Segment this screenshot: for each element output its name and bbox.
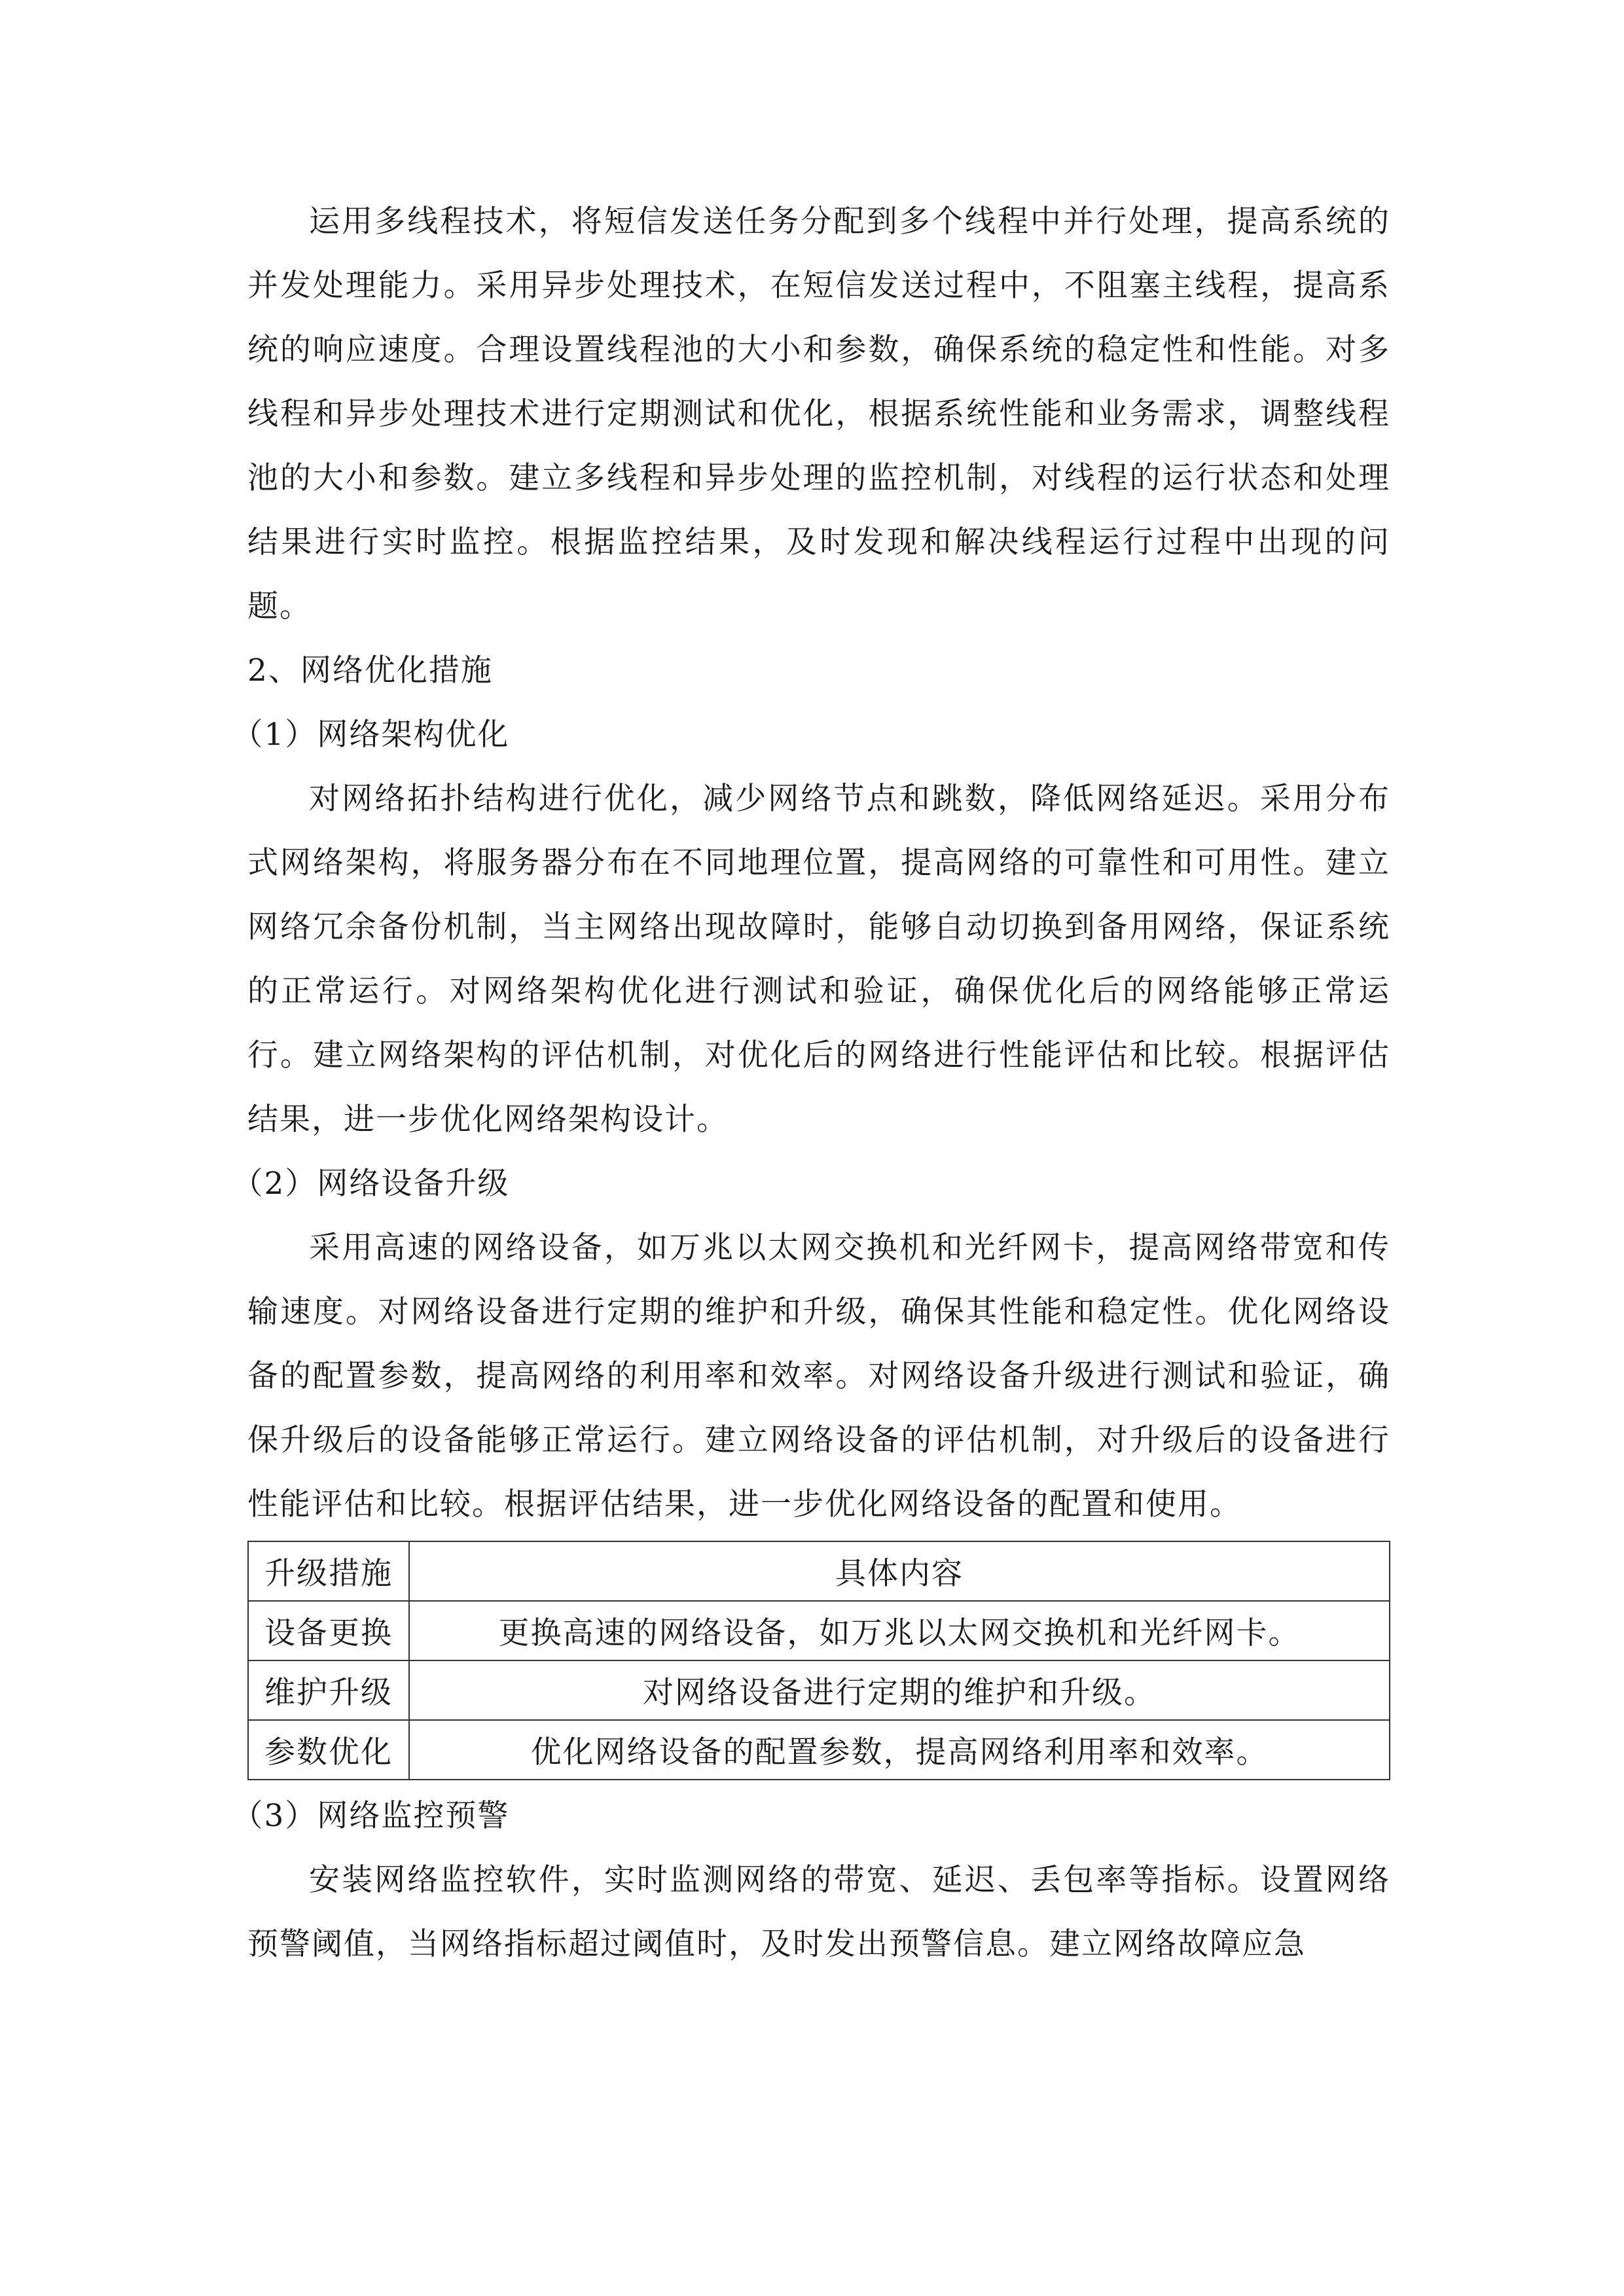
subheading-network-architecture: （1）网络架构优化 — [232, 717, 510, 753]
table-header-content: 具体内容 — [409, 1541, 1390, 1601]
table-cell-content: 对网络设备进行定期的维护和升级。 — [409, 1660, 1390, 1720]
table-cell-measure: 参数优化 — [248, 1720, 409, 1780]
subheading-network-device-upgrade: （2）网络设备升级 — [232, 1166, 510, 1202]
table-header-measure: 升级措施 — [248, 1541, 409, 1601]
table-cell-content: 更换高速的网络设备，如万兆以太网交换机和光纤网卡。 — [409, 1601, 1390, 1660]
table-header-row — [248, 1541, 1390, 1601]
paragraph-network-architecture: 对网络拓扑结构进行优化，减少网络节点和跳数，降低网络延迟。采用分布式网络架构，将服务器分布在不同地理位置，提高网络的可靠性和可用性。建立网络冗余备份机制，当主网络出现故障时，能够自动切换到备用网络，保证系统的正常运行。对网络架构优化进行测试和验证，确保优化后的网络能够正常运行。建立网络架构的评估机制，对优化后的网络进行性能评估和比较。根据评估结果，进一步优化网络架构设计。 — [247, 781, 1390, 1138]
paragraph-multithreading: 运用多线程技术，将短信发送任务分配到多个线程中并行处理，提高系统的并发处理能力。采用异步处理技术，在短信发送过程中，不阻塞主线程，提高系统的响应速度。合理设置线程池的大小和参数，确保系统的稳定性和性能。对多线程和异步处理技术进行定期测试和优化，根据系统性能和业务需求，调整线程池的大小和参数。建立多线程和异步处理的监控机制，对线程的运行状态和处理结果进行实时监控。根据监控结果，及时发现和解决线程运行过程中出现的问题。 — [247, 204, 1390, 624]
document-page — [232, 190, 1390, 1977]
paragraph-network-monitoring: 安装网络监控软件，实时监测网络的带宽、延迟、丢包率等指标。设置网络预警阈值，当网络指标超过阈值时，及时发出预警信息。建立网络故障应急 — [247, 1862, 1390, 1962]
paragraph-network-device-upgrade: 采用高速的网络设备，如万兆以太网交换机和光纤网卡，提高网络带宽和传输速度。对网络设备进行定期的维护和升级，确保其性能和稳定性。优化网络设备的配置参数，提高网络的利用率和效率。对网络设备升级进行测试和验证，确保升级后的设备能够正常运行。建立网络设备的评估机制，对升级后的设备进行性能评估和比较。根据评估结果，进一步优化网络设备的配置和使用。 — [247, 1230, 1390, 1522]
table-cell-content: 优化网络设备的配置参数，提高网络利用率和效率。 — [409, 1720, 1390, 1780]
upgrade-measures-table — [247, 1541, 1390, 1780]
table-cell-measure: 维护升级 — [248, 1660, 409, 1720]
subheading-network-monitoring: （3）网络监控预警 — [232, 1798, 510, 1834]
table-row — [248, 1720, 1390, 1780]
table-row — [248, 1601, 1390, 1660]
section-heading-network-optimization: 2、网络优化措施 — [247, 653, 493, 689]
table-row — [248, 1660, 1390, 1720]
table-cell-measure: 设备更换 — [248, 1601, 409, 1660]
